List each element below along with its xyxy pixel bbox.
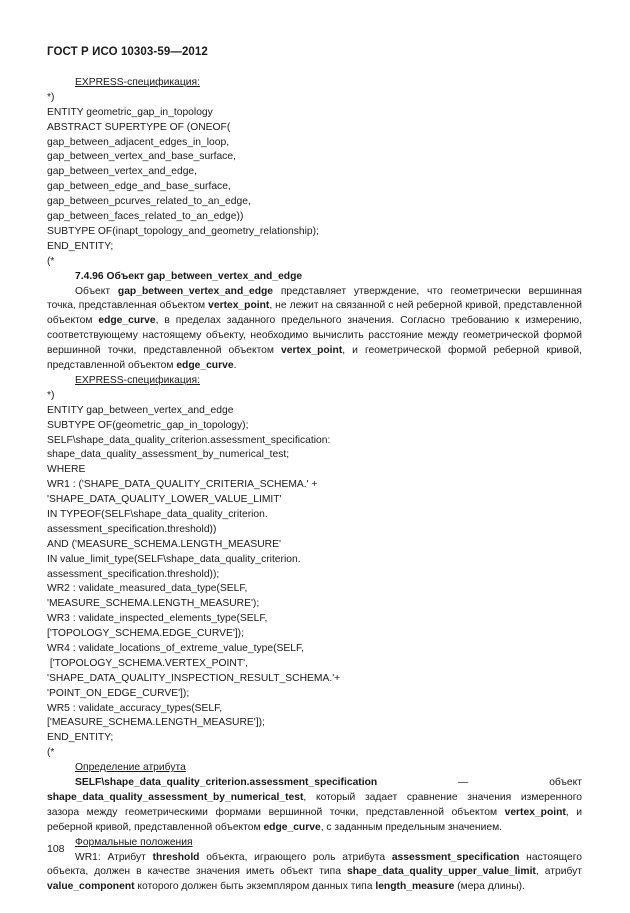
code-line: gap_between_adjacent_edges_in_loop,	[47, 136, 230, 148]
text-run: .	[233, 360, 237, 372]
express-code-block-2	[47, 389, 582, 761]
text-run: , атрибут	[535, 866, 583, 878]
text-run: , и реберной кривой, представленной объектом	[47, 806, 582, 833]
entity-name: vertex_point	[504, 806, 566, 818]
code-line: WHERE	[47, 464, 86, 476]
text-run: , в пределах заданного предельного значения. Согласно требованию к измерению, соответствующему настоящему объекту, необходимо вычислить расстояние между геометрической формой вершинной точки, представленной объектом	[47, 315, 582, 357]
entity-name: gap_between_vertex_and_edge	[117, 285, 273, 297]
code-line: WR2 : validate_measured_data_type(SELF,	[47, 583, 248, 595]
text-run: объекта, играющего роль атрибута	[199, 851, 392, 863]
code-line: 'SHAPE_DATA_QUALITY_LOWER_VALUE_LIMIT'	[47, 494, 282, 506]
code-line: assessment_specification.threshold));	[47, 568, 220, 580]
entity-name: edge_curve	[263, 821, 321, 833]
entity-name: edge_curve	[98, 315, 156, 327]
text-run: , и геометрической формой реберной кривой, представленной объектом	[47, 345, 582, 372]
express-spec-label-1: EXPRESS-спецификация:	[75, 77, 200, 88]
attribute-name: SELF\shape_data_quality_criterion.assessment_specification	[75, 777, 378, 789]
text-run: , с заданным предельным значением.	[320, 821, 503, 833]
code-line: AND ('MEASURE_SCHEMA.LENGTH_MEASURE'	[47, 538, 281, 550]
text-run: , не лежит на связанной с ней реберной кривой, представленной объектом	[47, 300, 582, 327]
page-number: 108	[47, 843, 65, 855]
code-line: 'MEASURE_SCHEMA.LENGTH_MEASURE');	[47, 598, 260, 610]
code-line: WR4 : validate_locations_of_extreme_value_type(SELF,	[47, 642, 304, 654]
standard-header: ГОСТ Р ИСО 10303-59—2012	[47, 46, 208, 58]
code-line: gap_between_faces_related_to_an_edge))	[47, 211, 244, 223]
attribute-name: value_component	[47, 881, 135, 893]
express-spec-label-2: EXPRESS-спецификация:	[75, 374, 200, 386]
text-run: , который задает сравнение значения измеренного зазора между геометрическими формами вершинной точки, представленной объектом	[47, 791, 582, 818]
code-line: 'SHAPE_DATA_QUALITY_INSPECTION_RESULT_SCHEMA.'+	[47, 672, 341, 684]
code-line: END_ENTITY;	[47, 240, 114, 252]
text-run: настоящего объекта, должен в качестве значения иметь объект типа	[47, 851, 582, 878]
code-line: WR3 : validate_inspected_elements_type(SELF,	[47, 613, 268, 625]
code-line: SELF\shape_data_quality_criterion.assessment_specification:	[47, 434, 331, 446]
attribute-name: assessment_specification	[391, 851, 520, 863]
code-line: (*	[47, 255, 55, 267]
text-run: WR1: Атрибут	[75, 851, 153, 863]
section-title: 7.4.96 Объект gap_between_vertex_and_edge	[75, 270, 303, 282]
code-line: 'POINT_ON_EDGE_CURVE']);	[47, 687, 190, 699]
formal-propositions-paragraph	[47, 851, 582, 896]
text-run: (мера длины).	[454, 881, 525, 893]
type-name: length_measure	[375, 881, 455, 893]
page-content	[47, 76, 582, 895]
formal-propositions-label: Формальные положения	[75, 836, 193, 848]
code-line: shape_data_quality_assessment_by_numerical_test;	[47, 449, 290, 461]
entity-name: shape_data_quality_upper_value_limit	[347, 866, 536, 878]
code-line: *)	[47, 389, 55, 401]
entity-description-paragraph	[47, 285, 582, 374]
text-run: Объект	[75, 285, 118, 297]
express-code-block-1	[47, 91, 582, 270]
code-line: ['MEASURE_SCHEMA.LENGTH_MEASURE']);	[47, 717, 265, 729]
code-line: gap_between_vertex_and_base_surface,	[47, 151, 236, 163]
code-line: ['TOPOLOGY_SCHEMA.VERTEX_POINT',	[47, 657, 248, 669]
attribute-name: threshold	[152, 851, 200, 863]
code-line: gap_between_pcurves_related_to_an_edge,	[47, 196, 251, 208]
attribute-definition-paragraph	[47, 776, 582, 836]
code-line: ABSTRACT SUPERTYPE OF (ONEOF(	[47, 121, 231, 133]
text-run: представляет утверждение, что геометрически вершинная точка, представленная объектом	[47, 285, 582, 312]
code-line: ENTITY gap_between_vertex_and_edge	[47, 404, 234, 416]
entity-name: vertex_point	[281, 345, 343, 357]
text-run: — объект	[377, 777, 582, 789]
code-line: END_ENTITY;	[47, 732, 114, 744]
attribute-definition-label: Определение атрибута	[75, 762, 186, 774]
code-line: WR5 : validate_accuracy_types(SELF,	[47, 702, 223, 714]
entity-name: shape_data_quality_assessment_by_numerical_test	[47, 791, 304, 803]
code-line: gap_between_vertex_and_edge,	[47, 166, 198, 178]
code-line: gap_between_edge_and_base_surface,	[47, 181, 231, 193]
entity-name: vertex_point	[208, 300, 270, 312]
text-run: которого должен быть экземпляром данных типа	[134, 881, 376, 893]
code-line: (*	[47, 747, 55, 759]
code-line: SUBTYPE OF(geometric_gap_in_topology);	[47, 419, 249, 431]
code-line: WR1 : ('SHAPE_DATA_QUALITY_CRITERIA_SCHEMA.' +	[47, 479, 318, 491]
code-line: IN TYPEOF(SELF\shape_data_quality_criterion.	[47, 508, 268, 520]
code-line: IN value_limit_type(SELF\shape_data_quality_criterion.	[47, 553, 301, 565]
code-line: ENTITY geometric_gap_in_topology	[47, 106, 213, 118]
code-line: SUBTYPE OF(inapt_topology_and_geometry_relationship);	[47, 225, 319, 237]
entity-name: edge_curve	[176, 360, 234, 372]
code-line: ['TOPOLOGY_SCHEMA.EDGE_CURVE']);	[47, 628, 244, 640]
code-line: *)	[47, 91, 55, 103]
code-line: assessment_specification.threshold))	[47, 523, 217, 535]
